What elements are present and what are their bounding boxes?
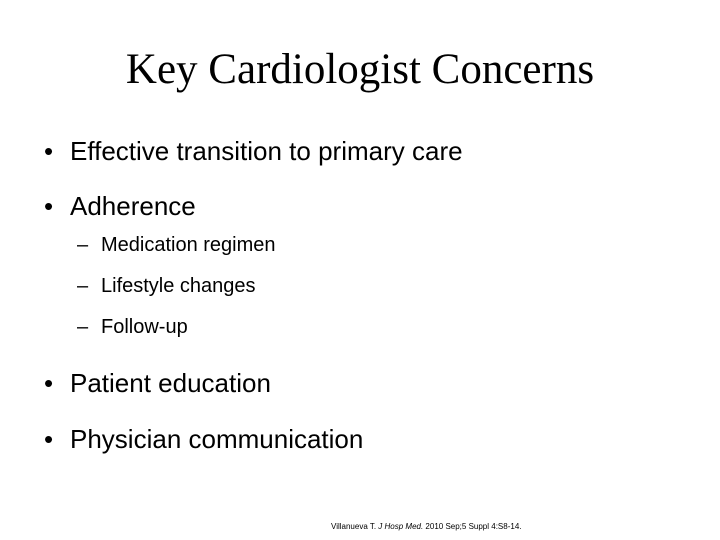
sub-item-text: Medication regimen: [101, 234, 276, 256]
bullet-symbol: •: [44, 136, 54, 166]
sub-item: [77, 273, 256, 299]
bullet-item: [44, 189, 196, 223]
bullet-symbol: •: [44, 424, 54, 454]
bullet-text: Patient education: [70, 368, 271, 398]
slide-title: Key Cardiologist Concerns: [125, 46, 595, 93]
bullet-text: Physician communication: [70, 424, 364, 454]
citation-details: 2010 Sep;5 Suppl 4:S8-14.: [423, 522, 522, 531]
citation-author: Villanueva T.: [331, 522, 379, 531]
bullet-text: Effective transition to primary care: [70, 136, 463, 166]
sub-bullet-symbol: –: [77, 234, 89, 256]
bullet-symbol: •: [44, 368, 54, 398]
bullet-item: [44, 422, 363, 456]
sub-item-text: Follow-up: [101, 316, 188, 338]
citation: [331, 522, 522, 532]
sub-bullet-symbol: –: [77, 316, 89, 338]
citation-journal: J Hosp Med.: [378, 522, 424, 531]
bullet-symbol: •: [44, 191, 54, 221]
sub-item-text: Lifestyle changes: [101, 275, 256, 297]
bullet-text: Adherence: [70, 191, 196, 221]
sub-item: [77, 232, 276, 258]
bullet-item: [44, 366, 271, 400]
bullet-item: [44, 134, 463, 168]
sub-bullet-symbol: –: [77, 275, 89, 297]
sub-item: [77, 314, 188, 340]
